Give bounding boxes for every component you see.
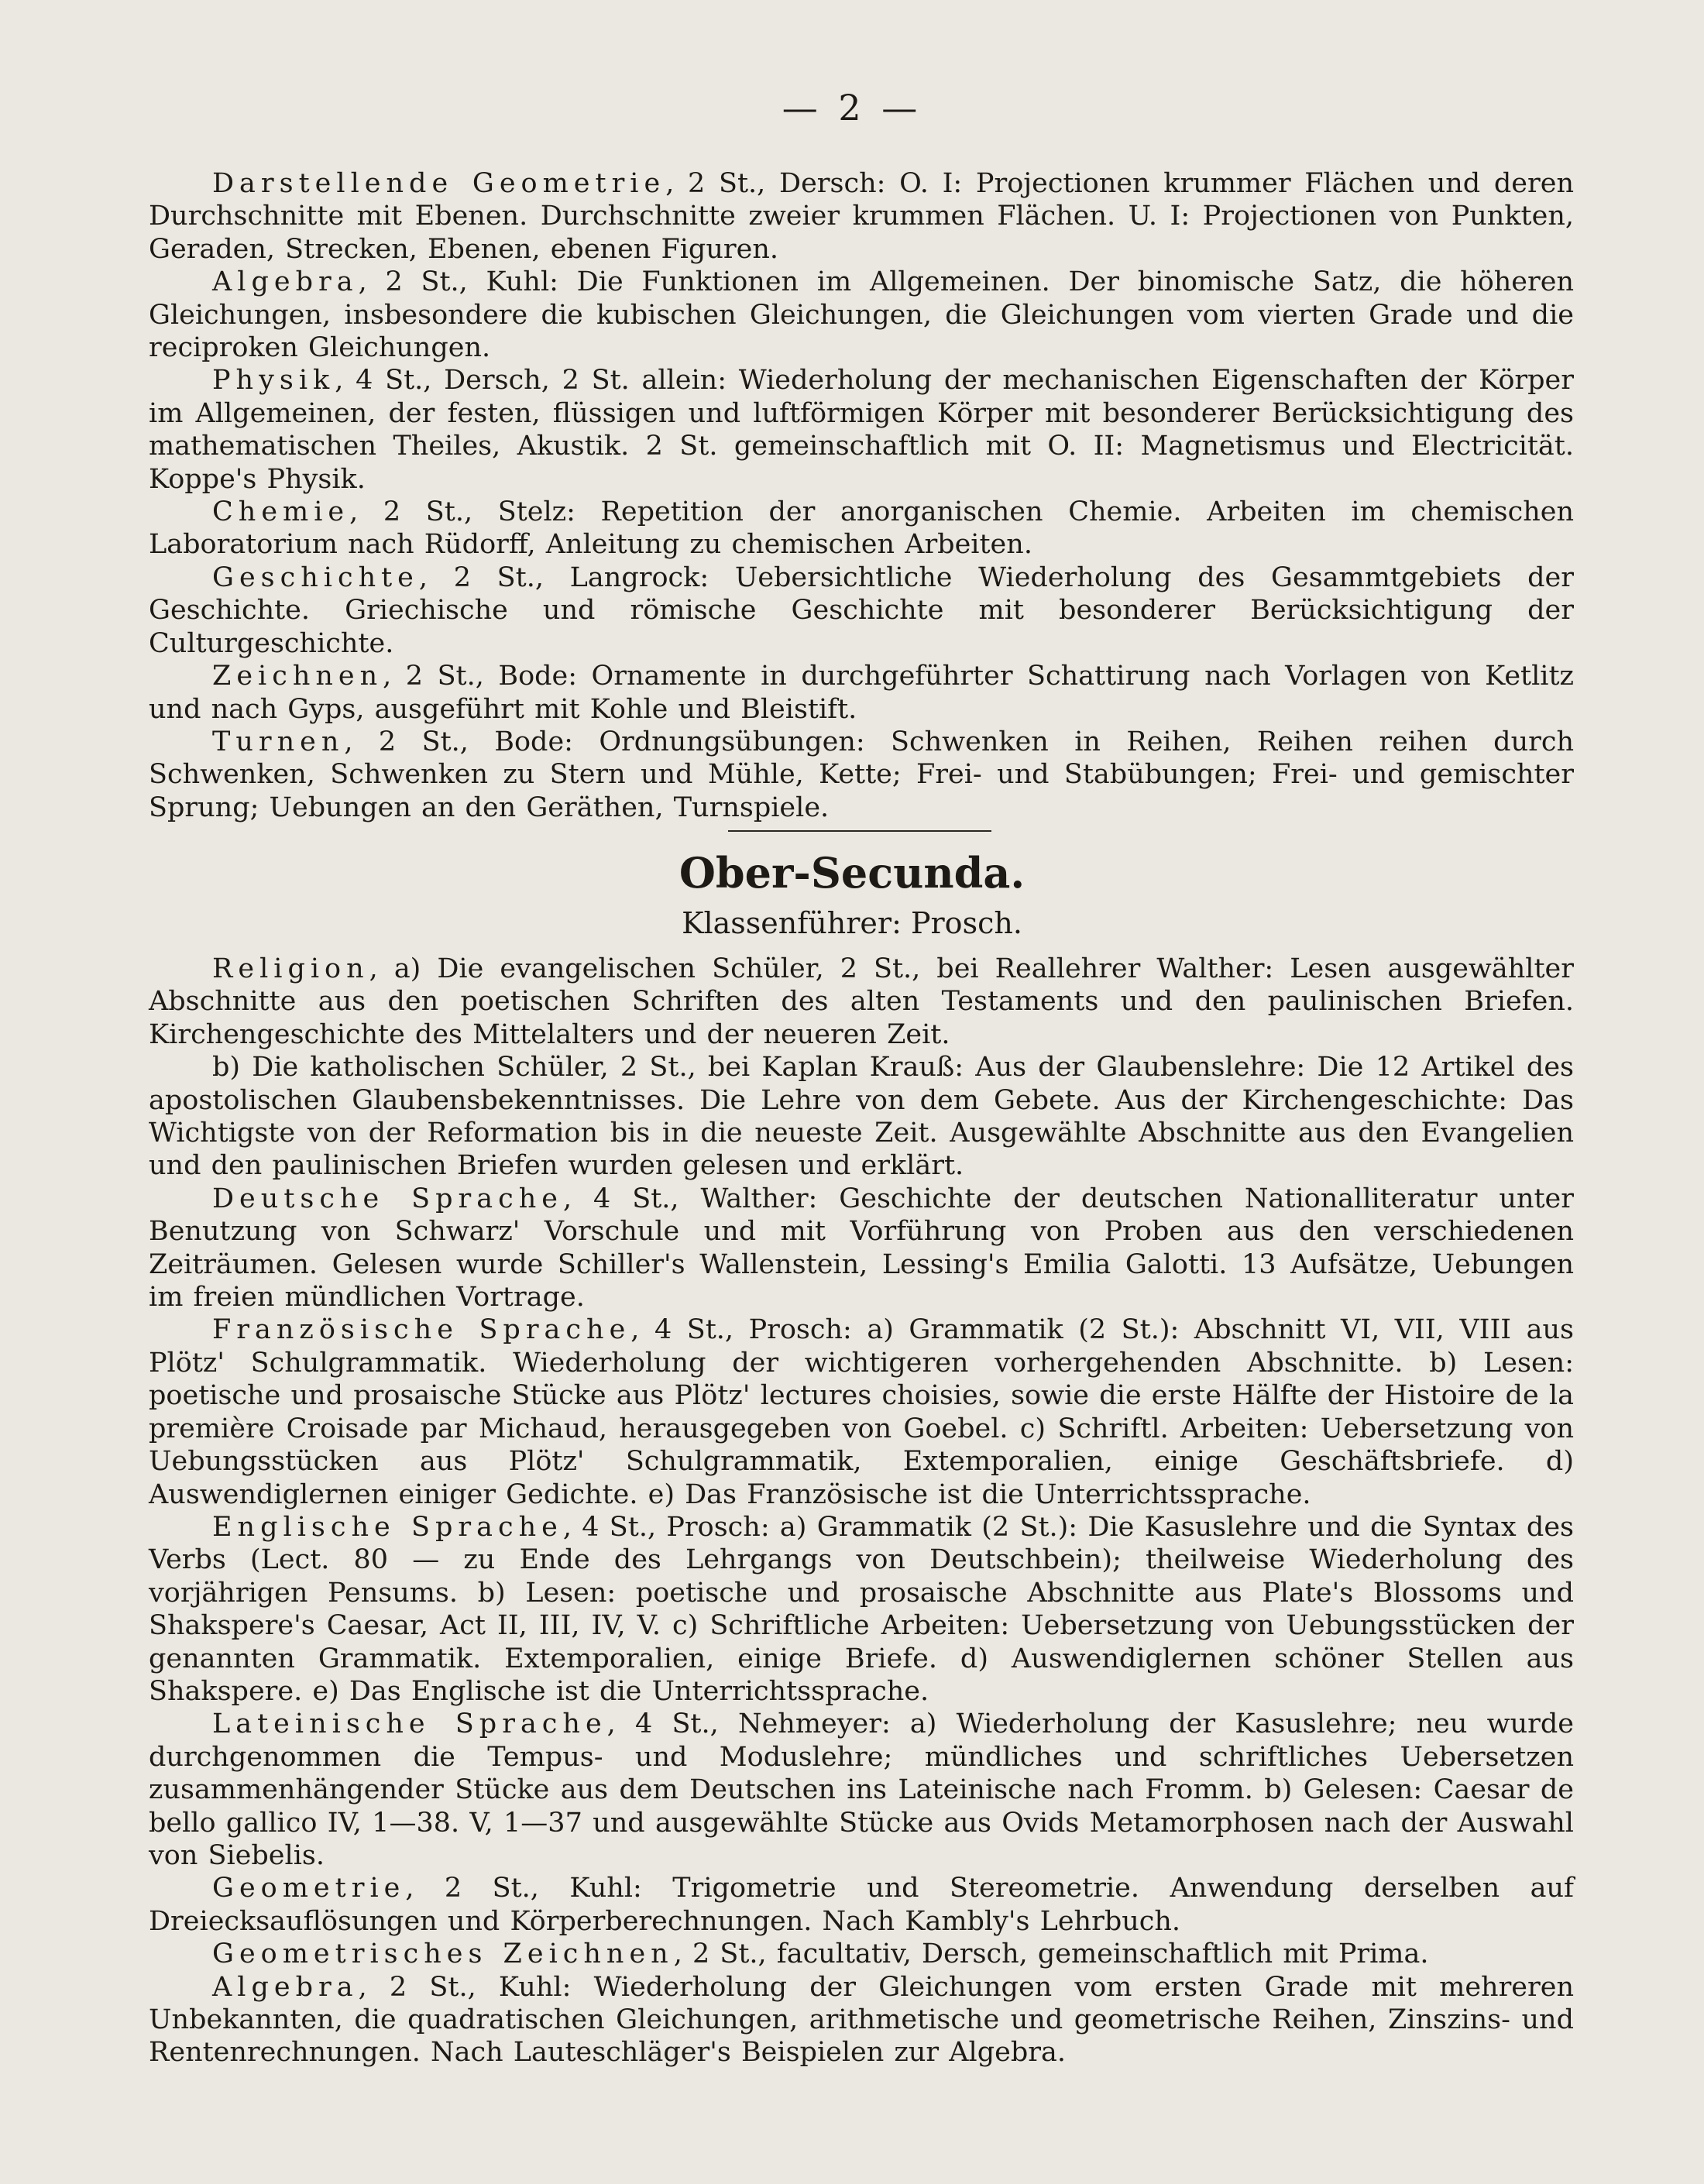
paragraph-algebra: Algebra, 2 St., Kuhl: Die Funktionen im Allgemeinen. Der binomische Satz, die höheren Gleichungen, insbesondere die kubischen Gleichungen, die Gleichungen vom vierten Grade und die reciproken Gleichungen. (149, 266, 1574, 364)
section-subtitle: Klassenführer: Prosch. (682, 906, 1022, 940)
paragraph-chemie: Chemie, 2 St., Stelz: Repetition der anorganischen Chemie. Arbeiten im chemischen Laboratorium nach Rüdorff, Anleitung zu chemischen Arbeiten. (149, 496, 1574, 561)
section-title: Ober-Secunda. (679, 848, 1025, 898)
paragraph-zeichnen: Zeichnen, 2 St., Bode: Ornamente in durchgeführter Schattirung nach Vorlagen von Ketlitz und nach Gyps, ausgeführt mit Kohle und Bleistift. (149, 661, 1574, 725)
prev-section-body (149, 167, 1574, 824)
paragraph-physik: Physik, 4 St., Dersch, 2 St. allein: Wiederholung der mechanischen Eigenschaften der Körper im Allgemeinen, der festen, flüssigen und luftförmigen Körper mit besonderer Berücksichtigung des mathematischen Theiles, Akustik. 2 St. gemeinschaftlich mit O. II: Magnetismus und Electricität. Koppe's Physik. (149, 365, 1574, 495)
paragraph-algebra-2: Algebra, 2 St., Kuhl: Wiederholung der Gleichungen vom ersten Grade mit mehreren Unbekannten, die quadratischen Gleichungen, arithmetische und geometrische Reihen, Zinszins- und Rentenrechnungen. Nach Lauteschläger's Beispielen zur Algebra. (149, 1971, 1574, 2069)
paragraph-deutsche-sprache: Deutsche Sprache, 4 St., Walther: Geschichte der deutschen Nationalliteratur unter Benutzung von Schwarz' Vorschule und mit Vorführung von Proben aus den verschiedenen Zeiträumen. Gelesen wurde Schiller's Wallenstein, Lessing's Emilia Galotti. 13 Aufsätze, Uebungen im freien mündlichen Vortrage. (149, 1183, 1574, 1313)
paragraph-darstellende-geometrie: Darstellende Geometrie, 2 St., Dersch: O. I: Projectionen krummer Flächen und deren Durchschnitte mit Ebenen. Durchschnitte zweier krummen Flächen. U. I: Projectionen von Punkten, Geraden, Strecken, Ebenen, ebenen Figuren. (149, 168, 1574, 265)
paragraph-geometrie: Geometrie, 2 St., Kuhl: Trigometrie und Stereometrie. Anwendung derselben auf Dreiecksauflösungen und Körperberechnungen. Nach Kambly's Lehrbuch. (149, 1873, 1574, 1937)
section-divider (728, 830, 991, 832)
paragraph-religion-katholisch: b) Die katholischen Schüler, 2 St., bei Kaplan Krauß: Aus der Glaubenslehre: Die 12 Artikel des apostolischen Glaubensbekenntnisses. Die Lehre von dem Gebete. Aus der Kirchengeschichte: Das Wichtigste von der Reformation bis in die neueste Zeit. Ausgewählte Abschnitte aus den Evangelien und den paulinischen Briefen wurden gelesen und erklärt. (149, 1052, 1574, 1182)
paragraph-turnen: Turnen, 2 St., Bode: Ordnungsübungen: Schwenken in Reihen, Reihen reihen durch Schwenken, Schwenken zu Stern und Mühle, Kette; Frei- und Stabübungen; Frei- und gemischter Sprung; Uebungen an den Geräthen, Turnspiele. (149, 726, 1574, 823)
paragraph-englische-sprache: Englische Sprache, 4 St., Prosch: a) Grammatik (2 St.): Die Kasuslehre und die Syntax des Verbs (Lect. 80 — zu Ende des Lehrgangs von Deutschbein); theilweise Wiederholung des vorjährigen Pensums. b) Lesen: poetische und prosaische Abschnitte aus Plate's Blossoms und Shakspere's Caesar, Act II, III, IV, V. c) Schriftliche Arbeiten: Uebersetzung von Uebungsstücken der genannten Grammatik. Extemporalien, einige Briefe. d) Auswendiglernen schöner Stellen aus Shakspere. e) Das Englische ist die Unterrichtssprache. (149, 1511, 1574, 1707)
paragraph-geschichte: Geschichte, 2 St., Langrock: Uebersichtliche Wiederholung des Gesammtgebiets der Geschichte. Griechische und römische Geschichte mit besonderer Berücksichtigung der Culturgeschichte. (149, 561, 1574, 659)
paragraph-religion: Religion, a) Die evangelischen Schüler, 2 St., bei Reallehrer Walther: Lesen ausgewählter Abschnitte aus den poetischen Schriften des alten Testaments und den paulinischen Briefen. Kirchengeschichte des Mittelalters und der neueren Zeit. (149, 953, 1574, 1050)
paragraph-geometrisches-zeichnen: Geometrisches Zeichnen, 2 St., facultativ, Dersch, gemeinschaftlich mit Prima. (212, 1938, 1429, 1970)
paragraph-lateinische-sprache: Lateinische Sprache, 4 St., Nehmeyer: a) Wiederholung der Kasuslehre; neu wurde durchgenommen die Tempus- und Moduslehre; mündliches und schriftliches Uebersetzen zusammenhängender Stücke aus dem Deutschen ins Lateinische nach Fromm. b) Gelesen: Caesar de bello gallico IV, 1—38. V, 1—37 und ausgewählte Stücke aus Ovids Metamorphosen nach der Auswahl von Siebelis. (149, 1708, 1574, 1871)
section-body (149, 953, 1574, 2069)
page-number: — 2 — (782, 87, 922, 129)
paragraph-franzoesische-sprache: Französische Sprache, 4 St., Prosch: a) Grammatik (2 St.): Abschnitt VI, VII, VIII aus Plötz' Schulgrammatik. Wiederholung der wichtigeren vorhergehenden Abschnitte. b) Lesen: poetische und prosaische Stücke aus Plötz' lectures choisies, sowie die erste Hälfte der Histoire de la première Croisade par Michaud, herausgegeben von Goebel. c) Schriftl. Arbeiten: Uebersetzung von Uebungsstücken aus Plötz' Schulgrammatik, Extemporalien, einige Geschäftsbriefe. d) Auswendiglernen einiger Gedichte. e) Das Französische ist die Unterrichtssprache. (149, 1314, 1574, 1510)
